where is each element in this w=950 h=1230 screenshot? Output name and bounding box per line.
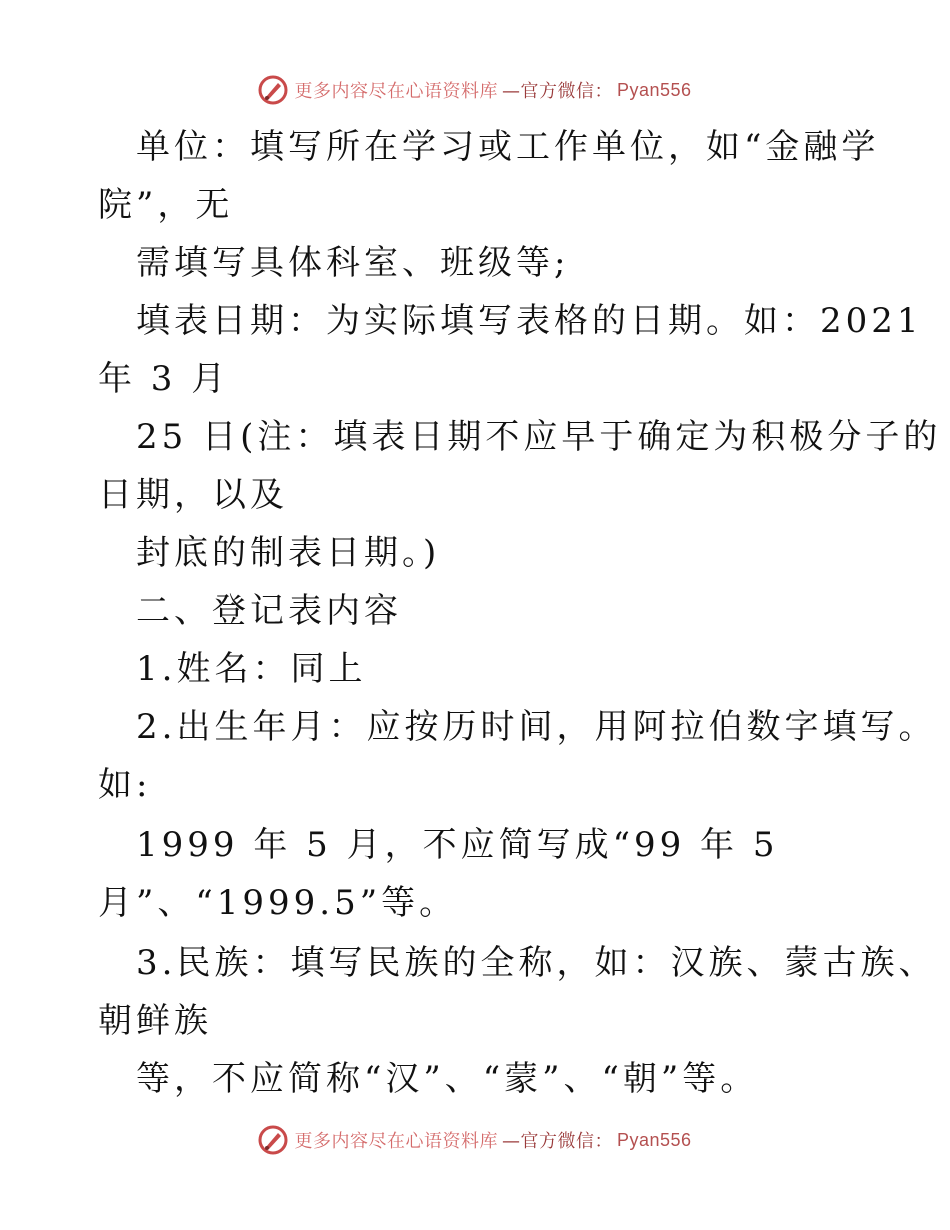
doc-line-10: 1.姓名：同上	[136, 649, 367, 689]
banner-dash-text: —官方微信：	[501, 81, 613, 102]
banner-main-text: 更多内容尽在心语资料库	[294, 81, 498, 102]
doc-line-16: 朝鲜族	[98, 1001, 212, 1041]
doc-line-11: 2.出生年月：应按历时间，用阿拉伯数字填写。	[136, 707, 937, 747]
doc-line-1: 单位：填写所在学习或工作单位，如“金融学	[136, 127, 880, 167]
section-heading: 二、登记表内容	[136, 591, 402, 631]
doc-line-7: 日期，以及	[98, 475, 288, 515]
doc-line-3: 需填写具体科室、班级等;	[136, 243, 570, 283]
doc-line-6: 25 日(注：填表日期不应早于确定为积极分子的	[136, 417, 942, 457]
banner-wechat-id: Pyan556	[616, 79, 692, 100]
doc-line-2: 院”，无	[98, 185, 234, 225]
banner-main-text: 更多内容尽在心语资料库	[294, 1131, 498, 1152]
banner-wechat-id: Pyan556	[616, 1129, 692, 1150]
doc-line-12: 如:	[98, 765, 152, 805]
doc-line-8: 封底的制表日期。)	[136, 533, 441, 573]
doc-line-13: 1999 年 5 月，不应简写成“99 年 5	[136, 825, 779, 865]
footer-watermark-banner	[0, 1120, 950, 1160]
pen-logo-icon	[258, 1125, 288, 1155]
banner-dash-text: —官方微信：	[501, 1131, 613, 1152]
doc-line-14: 月”、“1999.5”等。	[98, 883, 458, 923]
doc-line-15: 3.民族：填写民族的全称，如：汉族、蒙古族、	[136, 943, 937, 983]
doc-line-4: 填表日期：为实际填写表格的日期。如：2021	[136, 301, 923, 341]
doc-line-5: 年 3 月	[98, 359, 230, 399]
doc-line-17: 等，不应简称“汉”、“蒙”、“朝”等。	[136, 1059, 759, 1099]
